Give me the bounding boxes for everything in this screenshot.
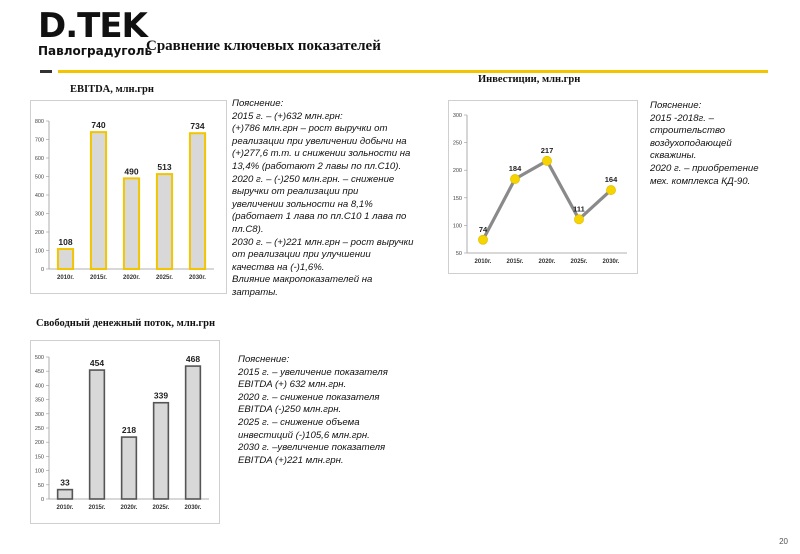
logo-main-text: D.TEK [38,6,147,46]
data-label: 74 [478,224,488,234]
header-accent-line [58,70,768,73]
fcf-note-line: 2020 г. – снижение показателя [238,391,380,403]
fcf-note [238,354,388,467]
ebitda-note-line: (+)277,6 т.т. и снижении зольности на [232,148,411,160]
investments-note-line: скважины. [650,150,697,162]
y-tick-label: 600 [34,156,44,162]
data-label: 740 [91,120,106,131]
data-label: 490 [124,166,139,177]
y-tick-label: 400 [34,383,44,390]
investments-note-line: 2020 г. – приобретение [650,162,759,174]
y-tick-label: 200 [34,230,44,236]
investments-note [650,100,759,188]
y-tick-label: 100 [452,223,462,230]
data-label: 454 [89,358,105,369]
y-tick-label: 350 [34,397,44,404]
ebitda-chart-header: EBITDA, млн.грн [70,84,154,95]
y-tick-label: 50 [455,251,462,257]
investments-note-line: Пояснение: [650,100,702,111]
page-title: Сравнение ключевых показателей [146,38,381,54]
y-tick-label: 400 [34,193,44,199]
data-point [574,215,583,224]
fcf-note-line: Пояснение: [238,354,290,365]
ebitda-note-line: Влияние макропоказателей на [232,274,373,286]
ebitda-note-line: 13,4% (работают 2 лавы по пл.С10). [232,160,402,172]
header-accent-dash [40,70,52,73]
ebitda-note-line: пл.С8). [232,223,264,235]
x-tick-label: 2010г. [474,259,492,265]
ebitda-note-line: 2030 г. – (+)221 млн.грн – рост выручки [232,236,414,248]
y-tick-label: 300 [34,211,44,218]
x-tick-label: 2025г. [570,259,588,265]
chart-bar [157,174,172,269]
fcf-note-line: 2030 г. –увеличение показателя [238,442,386,454]
x-tick-label: 2015г. [88,505,106,511]
logo-subtitle: Павлоградуголь [38,44,153,58]
y-tick-label: 100 [34,468,44,475]
fcf-note-line: EBITDA (+) 632 млн.грн. [238,379,347,391]
ebitda-note-line: реализации при увеличении добычи на [232,135,407,147]
fcf-chart-frame [30,340,220,524]
y-tick-label: 500 [34,174,44,181]
data-point [542,156,551,165]
ebitda-note-line: выручки от реализации при [232,186,359,198]
data-label: 111 [573,204,585,214]
data-label: 184 [508,164,522,174]
x-tick-label: 2020г. [120,505,138,511]
y-tick-label: 150 [452,195,462,202]
ebitda-chart-frame [30,100,227,294]
x-tick-label: 2030г. [602,259,620,265]
ebitda-note-line: затраты. [232,286,278,298]
chart-bar [91,132,106,269]
y-tick-label: 300 [452,113,462,119]
data-label: 468 [185,354,201,365]
data-label: 339 [153,390,169,401]
y-tick-label: 0 [40,497,44,503]
fcf-note-line: 2025 г. – снижение объема [238,416,360,428]
fcf-bar-chart [31,341,219,523]
data-label: 164 [604,175,618,185]
x-tick-label: 2030г. [184,505,202,511]
x-tick-label: 2015г. [506,259,524,265]
y-tick-label: 150 [34,454,44,461]
investments-note-line: мех. комплекса КД-90. [650,175,751,187]
chart-bar [122,437,137,499]
ebitda-note-line: увеличении зольности на 8,1% [232,198,373,210]
x-tick-label: 2020г. [538,259,556,265]
page-number: 20 [779,537,788,546]
y-tick-label: 300 [34,411,44,418]
data-label: 217 [540,145,554,155]
investments-chart-header: Инвестиции, млн.грн [478,74,581,85]
ebitda-note-line: (+)786 млн.грн – рост выручки от [232,123,388,135]
fcf-note-line: инвестиций (-)105,6 млн.грн. [238,429,370,441]
ebitda-note-line: 2020 г. – (-)250 млн.грн. – снижение [232,173,395,185]
chart-bar [58,249,73,269]
data-label: 734 [190,121,205,132]
chart-bar [90,370,105,499]
x-tick-label: 2025г. [152,505,170,511]
ebitda-note [232,98,414,300]
investments-chart-frame [448,100,638,274]
fcf-note-line: EBITDA (-)250 млн.грн. [238,404,342,416]
y-tick-label: 800 [34,119,44,125]
fcf-note-line: 2015 г. – увеличение показателя [238,366,388,378]
data-label: 108 [58,237,73,248]
investments-note-line: воздухоподающей [650,137,732,149]
ebitda-note-line: от реализации при улучшении [232,249,371,261]
investments-note-line: 2015 -2018г. – [650,112,714,124]
y-tick-label: 250 [34,426,44,432]
ebitda-note-line: качества на (-)1,6%. [232,261,325,273]
chart-bar [190,133,205,269]
x-tick-label: 2010г. [57,275,74,281]
y-tick-label: 100 [34,248,44,255]
data-label: 33 [60,477,70,488]
y-tick-label: 250 [452,140,462,147]
data-point [606,185,615,194]
series-line [483,161,611,240]
x-tick-label: 2025г. [156,275,173,281]
data-point [478,235,487,244]
y-tick-label: 50 [37,482,44,489]
chart-bar [154,403,169,499]
x-tick-label: 2030г. [189,275,206,281]
data-label: 513 [157,162,172,173]
ebitda-note-line: Пояснение: [232,98,284,109]
y-tick-label: 450 [34,369,44,376]
chart-bar [124,178,139,269]
y-tick-label: 500 [34,355,44,361]
data-label: 218 [121,425,137,436]
company-logo [38,8,147,44]
x-tick-label: 2020г. [123,275,140,281]
ebitda-note-line: 2015 г. – (+)632 млн.грн: [232,110,343,122]
ebitda-note-line: (работает 1 лава по пл.С10 1 лава по [232,211,407,223]
fcf-note-line: EBITDA (+)221 млн.грн. [238,454,344,466]
chart-bar [58,490,73,499]
investments-note-line: строительство [650,125,726,137]
chart-bar [186,366,201,499]
x-tick-label: 2010г. [56,505,74,511]
y-tick-label: 0 [40,267,44,273]
fcf-chart-header: Свободный денежный поток, млн.грн [36,318,216,329]
y-tick-label: 200 [34,440,44,447]
ebitda-bar-chart [31,101,226,293]
x-tick-label: 2015г. [90,275,107,281]
y-tick-label: 700 [34,137,44,144]
y-tick-label: 200 [452,168,462,175]
investments-line-chart [449,101,637,273]
data-point [510,174,519,183]
